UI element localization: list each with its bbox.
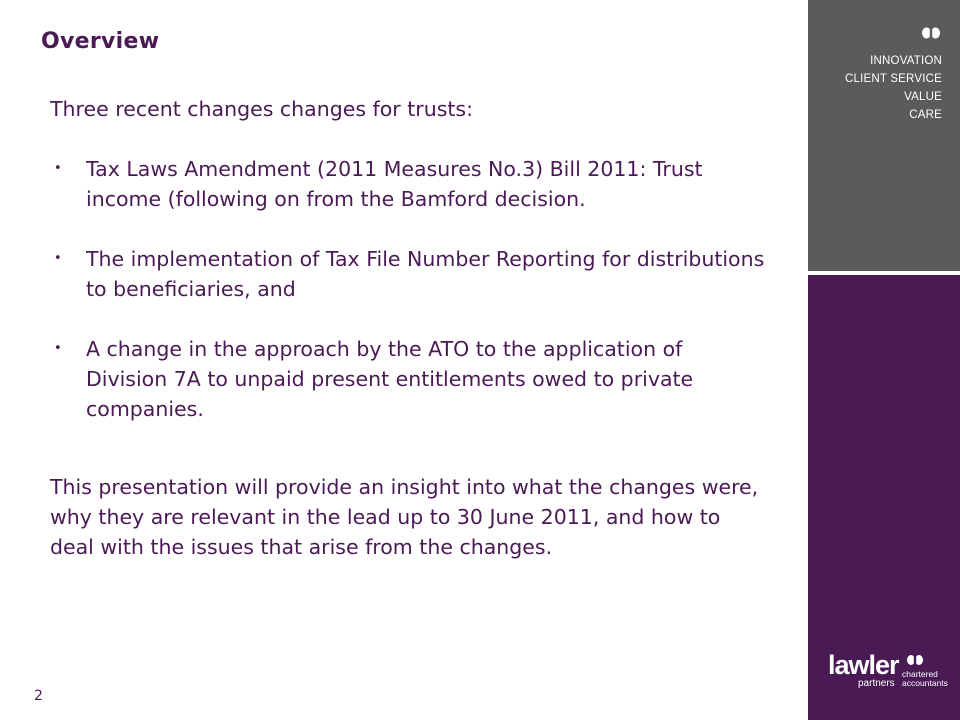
bullet-icon: • — [54, 341, 62, 356]
bullet-item — [50, 154, 765, 214]
brand-mark-icon — [906, 654, 924, 666]
brand-desc-line-1: chartered — [902, 669, 938, 679]
brand-desc-line-2: accountants — [902, 678, 948, 688]
page-number: 2 — [34, 688, 43, 704]
bullet-text: A change in the approach by the ATO to the application of Division 7A to unpaid present entitlements owed to private companies. — [86, 337, 694, 421]
bullet-icon: • — [54, 251, 62, 266]
bullet-icon: • — [54, 161, 62, 176]
logo-mark-icon — [921, 26, 941, 40]
bullet-item — [50, 244, 765, 304]
value-care: CARE — [909, 109, 942, 121]
company-logo — [828, 650, 948, 695]
company-values — [845, 52, 942, 124]
bullet-text: Tax Laws Amendment (2011 Measures No.3) Bill 2011: Trust income (following on from the Bamford decision. — [86, 157, 703, 211]
value-value: VALUE — [904, 91, 942, 103]
slide-body — [50, 94, 765, 562]
brand-name: lawler — [828, 650, 899, 680]
value-client-service: CLIENT SERVICE — [845, 73, 942, 85]
slide-title: Overview — [41, 29, 160, 54]
brand-sub: partners — [858, 678, 895, 689]
brand-desc — [902, 670, 948, 688]
intro-text: Three recent changes changes for trusts: — [50, 97, 474, 121]
bullet-list — [50, 154, 765, 424]
bullet-text: The implementation of Tax File Number Reporting for distributions to beneficiaries, and — [86, 247, 765, 301]
value-innovation: INNOVATION — [870, 55, 942, 67]
outro-text: This presentation will provide an insight into what the changes were, why they are relevant in the lead up to 30 June 2011, and how to deal with the issues that arise from the changes. — [50, 475, 759, 559]
bullet-item — [50, 334, 765, 424]
sidebar-top-panel — [808, 0, 960, 271]
